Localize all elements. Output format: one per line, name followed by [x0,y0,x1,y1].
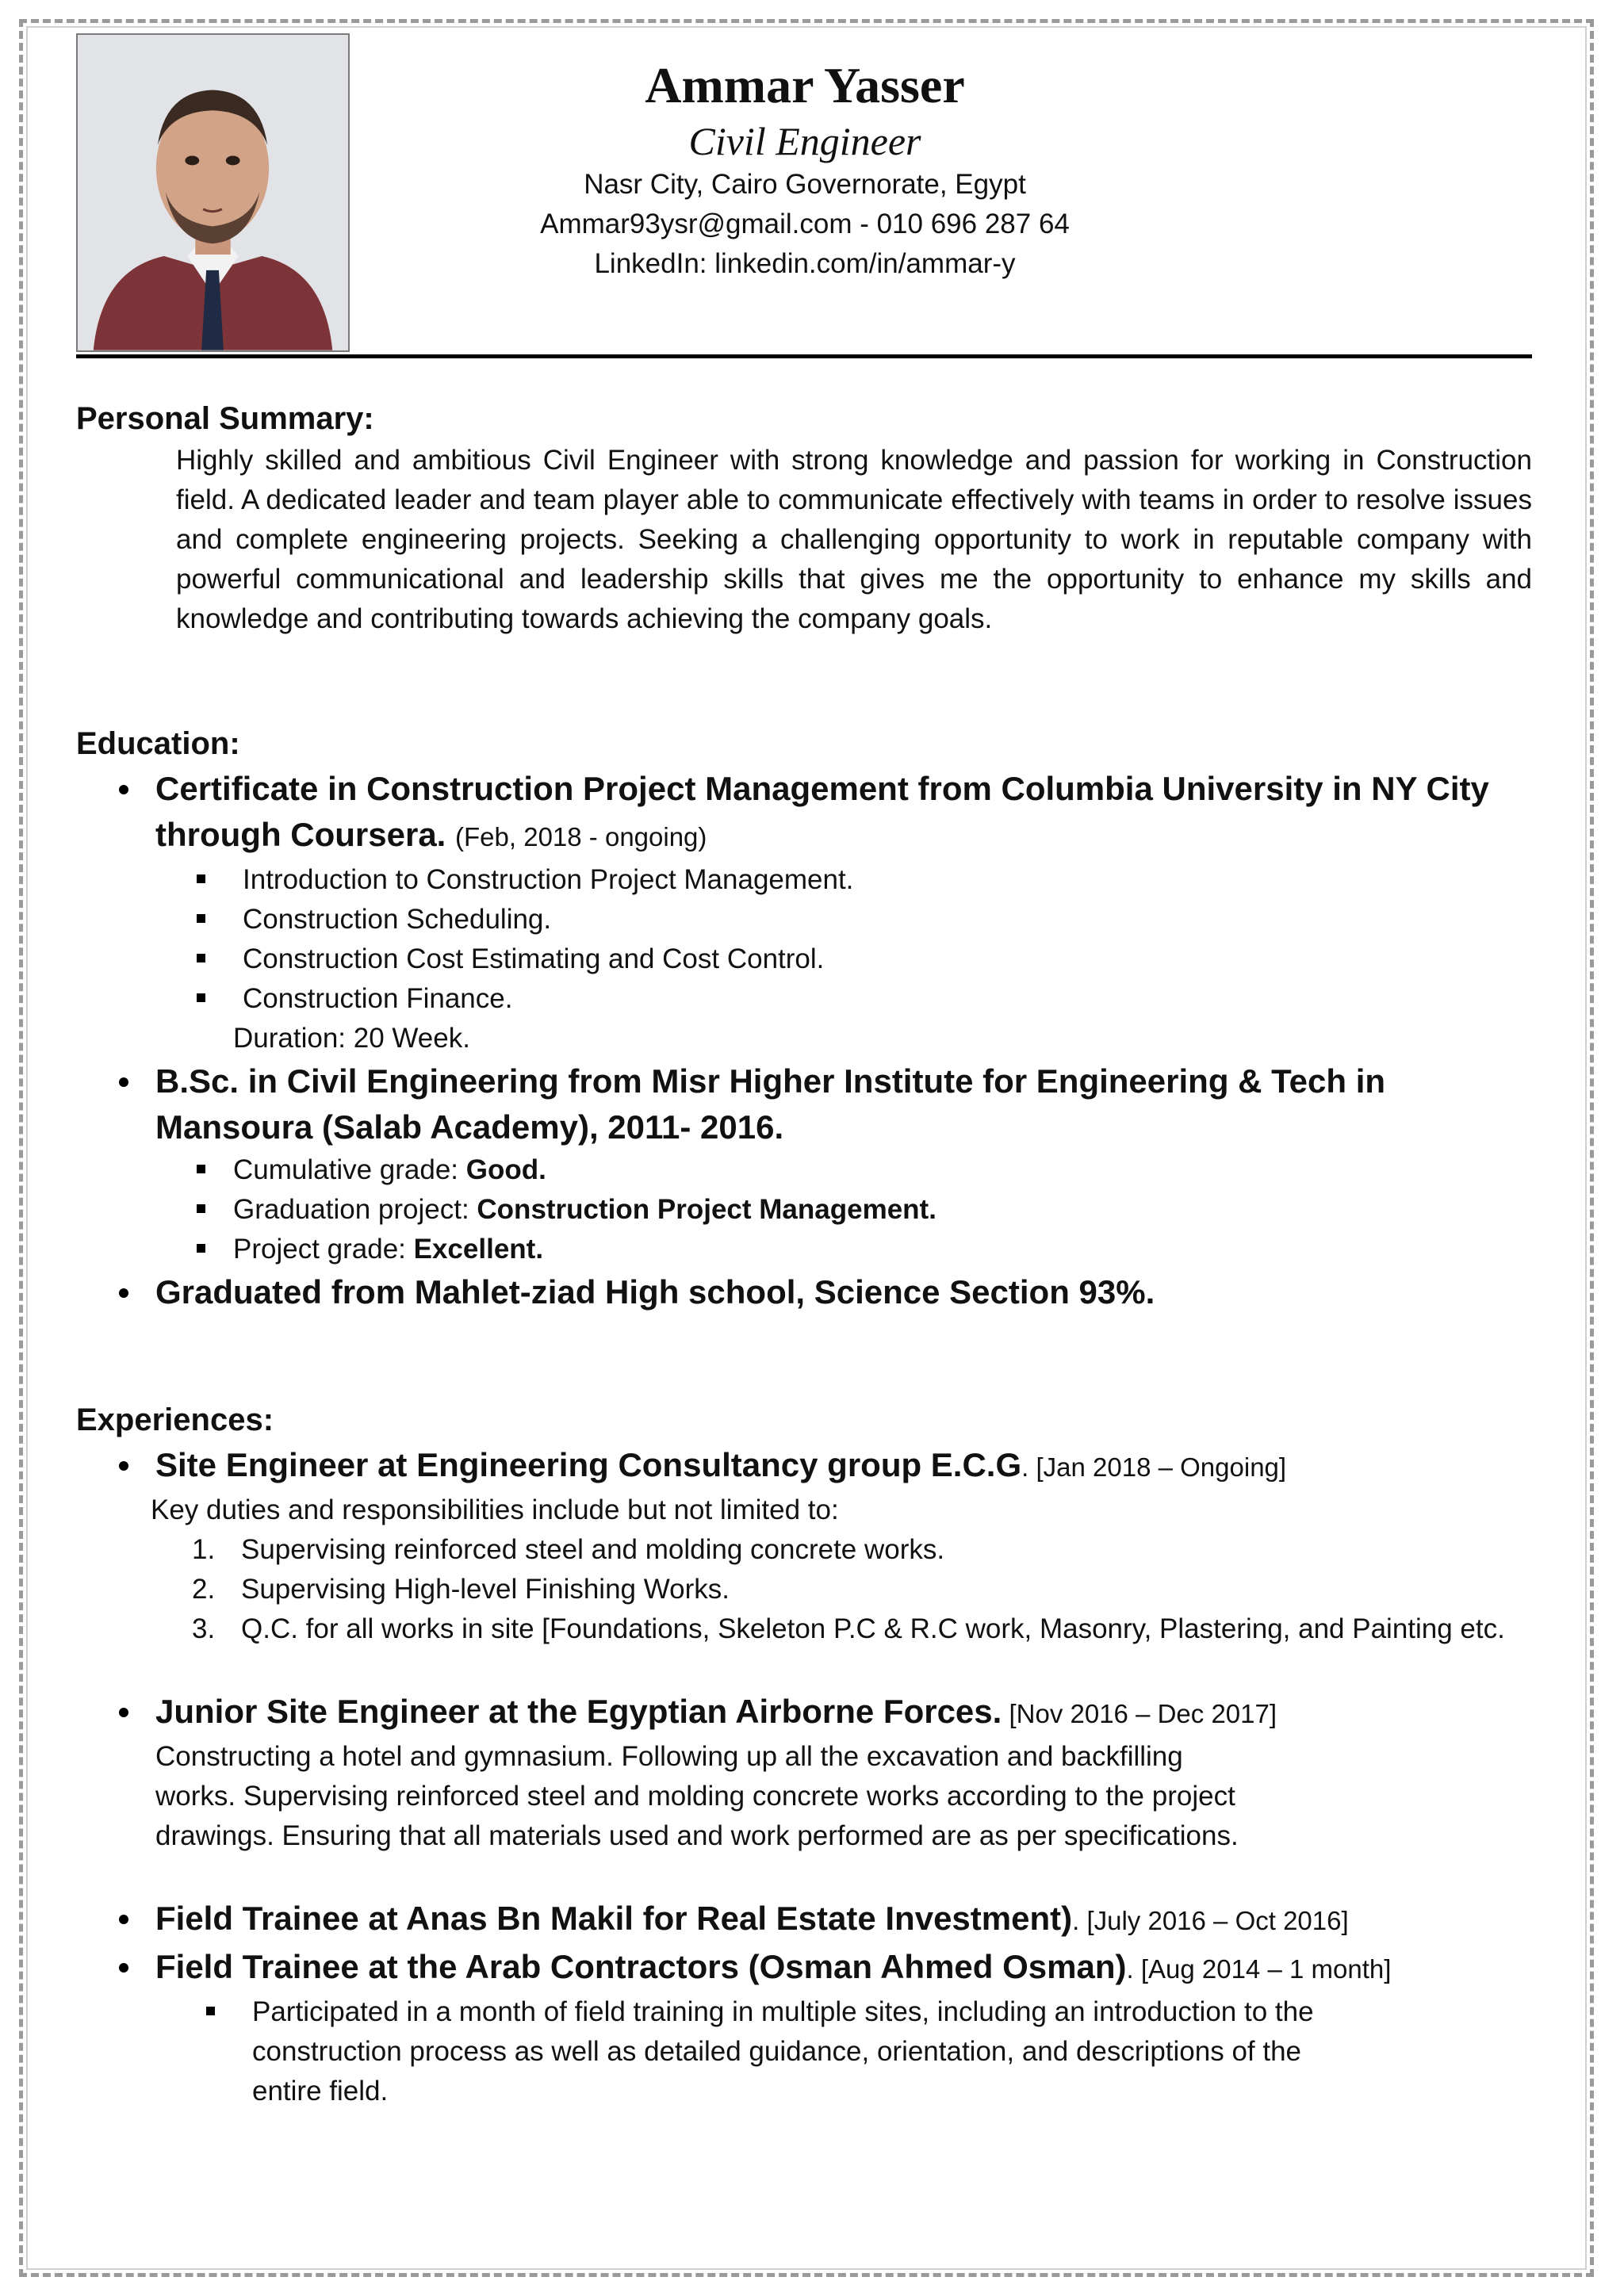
list-item: Construction Scheduling. [155,900,1532,939]
experience-date: . [Jan 2018 – Ongoing] [1021,1452,1287,1482]
square-bullet-icon [197,954,205,962]
list-item: 1. Supervising reinforced steel and molding concrete works. [192,1534,945,1565]
resume-header [350,54,1260,284]
experience-heading: Junior Site Engineer at the Egyptian Airborne Forces. [Nov 2016 – Dec 2017] [155,1693,1277,1730]
contact-email-phone: Ammar93ysr@gmail.com - 010 696 287 64 [540,209,1070,239]
list-item: Graduation project: Construction Project Management. [155,1190,1532,1230]
list-item: Cumulative grade: Good. [155,1150,1532,1190]
course-list [155,860,1532,1019]
experience-date: [Nov 2016 – Dec 2017] [1002,1699,1277,1728]
bullet-icon [119,1915,128,1924]
candidate-name: Ammar Yasser [645,57,965,113]
square-bullet-icon [197,914,205,923]
square-bullet-icon [206,2007,215,2015]
duties-list [154,1530,1532,1649]
contact-linkedin: LinkedIn: linkedin.com/in/ammar-y [594,248,1016,279]
experience-heading: Field Trainee at the Arab Contractors (Osman Ahmed Osman). [Aug 2014 – 1 month] [155,1948,1392,1985]
header-divider [76,354,1532,358]
education-date: (Feb, 2018 - ongoing) [455,822,707,851]
education-item-bsc [76,1058,1532,1269]
experience-item-anas-bn-makil [76,1896,1532,1944]
grade-list [155,1150,1532,1269]
bullet-icon [119,1077,128,1087]
list-item: Project grade: Excellent. [155,1230,1532,1269]
contact-address: Nasr City, Cairo Governorate, Egypt [584,169,1026,200]
summary-text: Highly skilled and ambitious Civil Engineer with strong knowledge and passion for working in Construction field. A dedicated leader and team player able to communicate effectively with teams in order to resolve issues and complete engineering projects. Seeking a challenging opportunity to work in reputable company with powerful communicational and leadership skills that gives me the opportunity to enhance my skills and knowledge and contributing towards achieving the company goals. [176,445,1532,634]
education-heading: B.Sc. in Civil Engineering from Misr Higher Institute for Engineering & Tech in Mansoura (Salab Academy), 2011- 2016. [155,1062,1386,1146]
education-item-certificate [76,766,1532,1058]
resume-body [76,396,1532,2111]
bullet-icon [119,1461,128,1471]
candidate-role: Civil Engineer [688,119,921,163]
education-item-school [76,1269,1532,1315]
experience-item-ecg [76,1442,1532,1649]
square-bullet-icon [197,1244,205,1253]
profile-photo-illustration [78,35,348,350]
experience-intro: Key duties and responsibilities include but not limited to: [151,1494,839,1525]
experience-date: . [July 2016 – Oct 2016] [1072,1906,1349,1935]
education-heading: Certificate in Construction Project Management from Columbia University in NY City through Coursera. (Feb, 2018 - ongoing) [155,770,1489,853]
list-item: Participated in a month of field training in multiple sites, including an introduction to the construction process as well as detailed guidance, orientation, and descriptions of the entire field. [155,1992,1346,2111]
training-list [155,1992,1532,2111]
list-item: 3. Q.C. for all works in site [Foundations, Skeleton P.C & R.C work, Masonry, Plastering, and Painting etc. [192,1613,1505,1644]
list-item: Construction Cost Estimating and Cost Control. [155,939,1532,979]
list-item: Introduction to Construction Project Management. [155,860,1532,900]
square-bullet-icon [197,874,205,883]
experience-item-arab-contractors [76,1944,1532,2111]
experience-date: . [Aug 2014 – 1 month] [1126,1954,1392,1984]
square-bullet-icon [197,993,205,1002]
bullet-icon [119,1963,128,1973]
list-item: 2. Supervising High-level Finishing Works. [192,1574,730,1605]
list-item: Construction Finance. [155,979,1532,1019]
summary-title: Personal Summary: [76,401,374,436]
bullet-icon [119,1288,128,1298]
profile-photo [76,33,350,352]
education-title: Education: [76,726,240,761]
experience-item-airborne [76,1689,1532,1856]
experience-list [76,1442,1532,2111]
experience-title: Experiences: [76,1402,274,1437]
experience-heading: Field Trainee at Anas Bn Makil for Real Estate Investment). [July 2016 – Oct 2016] [155,1900,1349,1937]
education-heading: Graduated from Mahlet-ziad High school, Science Section 93%. [155,1273,1155,1311]
square-bullet-icon [197,1204,205,1213]
bullet-icon [119,1708,128,1717]
experience-description: Constructing a hotel and gymnasium. Following up all the excavation and backfilling works. Supervising reinforced steel and molding concrete works according to the project drawings. Ensuring that all materials used and work performed are as per specifications. [155,1741,1239,1851]
bullet-icon [119,785,128,794]
course-duration: Duration: 20 Week. [233,1023,470,1054]
square-bullet-icon [197,1165,205,1173]
experience-heading: Site Engineer at Engineering Consultancy group E.C.G. [Jan 2018 – Ongoing] [155,1446,1287,1483]
education-list [76,766,1532,1315]
